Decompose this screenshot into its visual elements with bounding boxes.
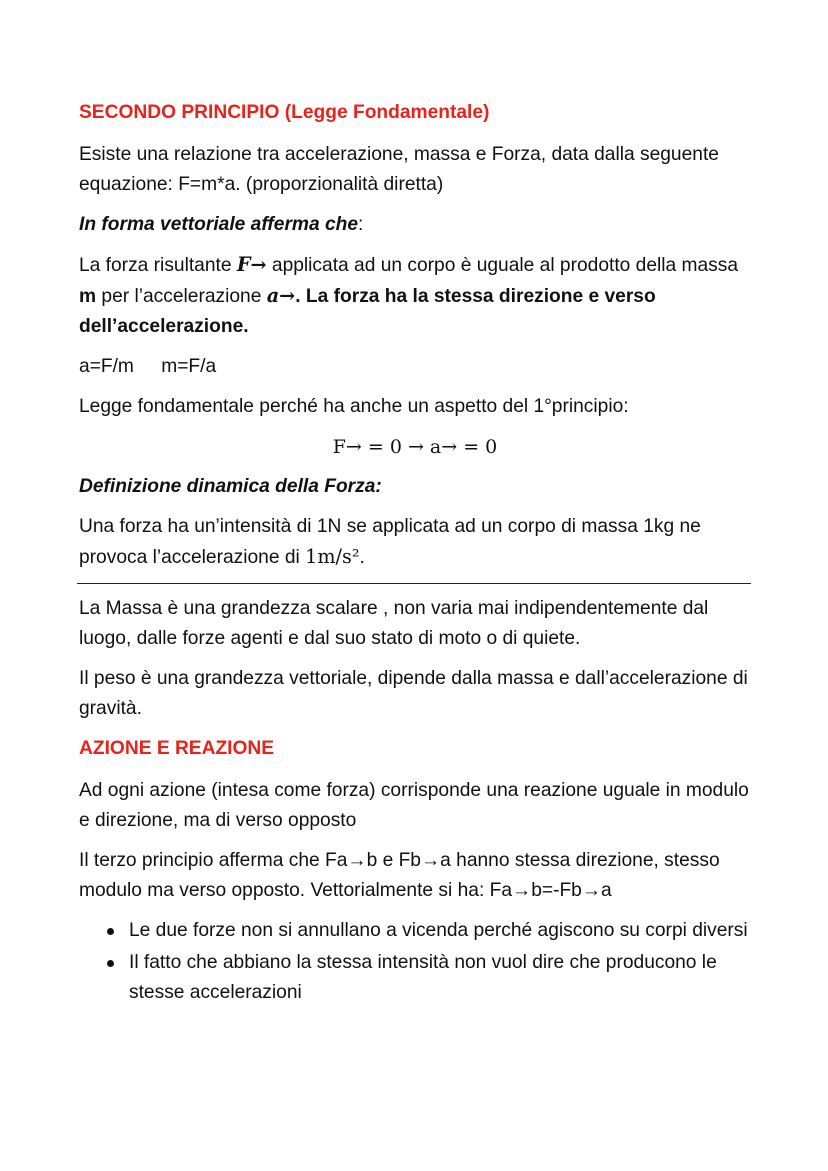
intro-paragraph: Esiste una relazione tra accelerazione, massa e Forza, data dalla seguente equazione: F=m*a. (proporzionalità diretta) xyxy=(79,144,719,195)
list-item: Le due forze non si annullano a vicenda perché agiscono su corpi diversi xyxy=(129,916,751,946)
section-title-action-reaction: AZIONE E REAZIONE xyxy=(79,738,275,759)
vector-text-part3: per l’accelerazione xyxy=(96,286,267,307)
third-principle-paragraph: Il terzo principio afferma che Fa→b e Fb→a hanno stessa direzione, stesso modulo ma verso opposto. Vettorialmente si ha: Fa→b=-Fb→a xyxy=(79,850,720,901)
vector-heading-colon: : xyxy=(358,214,364,235)
vector-heading-line xyxy=(79,210,751,240)
mass-symbol: m xyxy=(79,286,97,307)
vector-heading: In forma vettoriale afferma che xyxy=(79,214,359,235)
accel-vector-symbol: a→ xyxy=(266,284,296,307)
dynamic-definition-paragraph xyxy=(79,512,751,573)
section-title-second-principle: SECONDO PRINCIPIO (Legge Fondamentale) xyxy=(79,102,490,123)
horizontal-divider xyxy=(77,583,751,584)
vector-text-part2: applicata ad un corpo è uguale al prodotto della massa xyxy=(266,255,739,276)
dynamic-text-end: . xyxy=(359,547,365,568)
dynamic-definition-heading: Definizione dinamica della Forza: xyxy=(79,476,382,497)
mass-paragraph: La Massa è una grandezza scalare , non varia mai indipendentemente dal luogo, dalle forze agenti e dal suo stato di moto o di quiete. xyxy=(79,598,709,649)
bullet-list xyxy=(79,916,751,1008)
action-paragraph: Ad ogni azione (intesa come forza) corrisponde una reazione uguale in modulo e direzione, ma di verso opposto xyxy=(79,780,749,831)
list-item: Il fatto che abbiano la stessa intensità non vuol dire che producono le stesse accelerazioni xyxy=(129,948,751,1008)
vector-text-part4: . La forza ha la stessa direzione e verso dell’accelerazione. xyxy=(79,286,656,337)
vector-paragraph xyxy=(79,250,751,342)
dynamic-text: Una forza ha un’intensità di 1N se applicata ad un corpo di massa 1kg ne provoca l’accelerazione di xyxy=(79,516,701,568)
inline-formulas: a=F/m m=F/a xyxy=(79,356,217,377)
acceleration-unit: 1m/s² xyxy=(305,545,360,568)
vector-text-part1: La forza risultante xyxy=(79,255,237,276)
first-principle-paragraph: Legge fondamentale perché ha anche un aspetto del 1°principio: xyxy=(79,396,629,417)
force-vector-symbol: F→ xyxy=(236,253,267,276)
document-page xyxy=(79,98,751,1010)
vector-equation: F→ = 0 → a→ = 0 xyxy=(332,436,498,458)
weight-paragraph: Il peso è una grandezza vettoriale, dipende dalla massa e dall’accelerazione di gravità. xyxy=(79,668,748,719)
